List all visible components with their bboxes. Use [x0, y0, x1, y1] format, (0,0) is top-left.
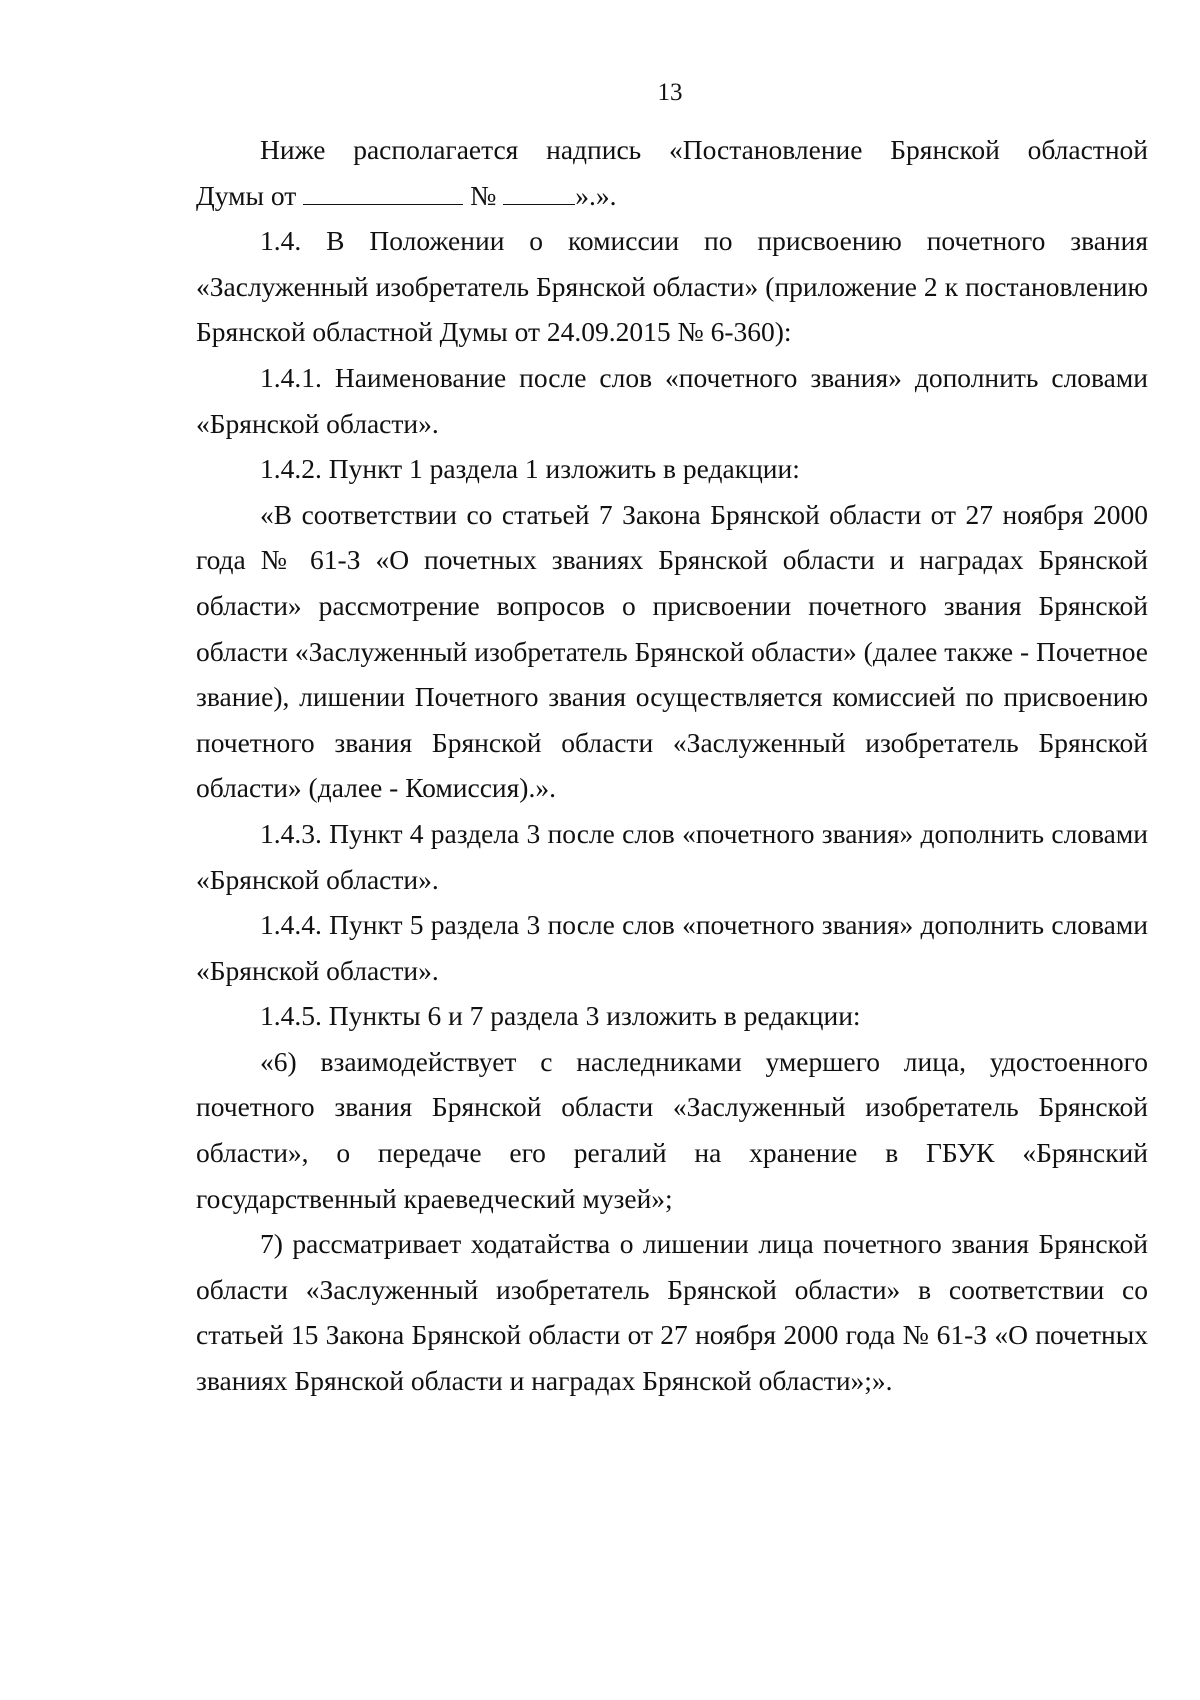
paragraph-1-4-4: 1.4.4. Пункт 5 раздела 3 после слов «почетного звания» дополнить словами «Брянской области». — [196, 909, 1148, 986]
paragraph-1-4-2: 1.4.2. Пункт 1 раздела 1 изложить в редакции: — [260, 453, 800, 485]
paragraph-title-line-continued: Думы от № ».». — [196, 173, 1148, 219]
page-number: 13 — [657, 79, 683, 106]
date-blank — [303, 176, 463, 205]
paragraph-item-6: «6) взаимодействует с наследниками умершего лица, удостоенного почетного звания Брянской области «Заслуженный изобретатель Брянской области», о передаче его регалий на хранение в ГБУК «Брянский государственный краеведческий музей»; — [196, 1045, 1148, 1214]
paragraph-1-4: 1.4. В Положении о комиссии по присвоению почетного звания «Заслуженный изобретатель Брянской области» (приложение 2 к постановлению Брянской областной Думы от 24.09.2015 № 6-360): — [196, 225, 1148, 348]
document-body — [196, 127, 1148, 1404]
paragraph-1-4-3: 1.4.3. Пункт 4 раздела 3 после слов «почетного звания» дополнить словами «Брянской области». — [196, 817, 1148, 895]
paragraph-1-4-1: 1.4.1. Наименование после слов «почетного звания» дополнить словами «Брянской области». — [196, 361, 1148, 439]
paragraph-1-4-5: 1.4.5. Пункты 6 и 7 раздела 3 изложить в редакции: — [260, 1000, 861, 1032]
paragraph-title-line: Ниже располагается надпись «Постановление Брянской областной — [260, 134, 1148, 165]
paragraph-item-7: 7) рассматривает ходатайства о лишении лица почетного звания Брянской области «Заслуженный изобретатель Брянской области» в соответствии со статьей 15 Закона Брянской области от 27 ноября 2000 года № 61-З «О почетных званиях Брянской области и наградах Брянской области»;». — [196, 1228, 1148, 1397]
number-blank — [503, 176, 575, 205]
paragraph-quote-section-1: «В соответствии со статьей 7 Закона Брянской области от 27 ноября 2000 года № 61-З «О почетных званиях Брянской области и наградах Брянской области» рассмотрение вопросов о присвоении почетного звания Брянской области «Заслуженный изобретатель Брянской области» (далее также - Почетное звание), лишении Почетного звания осуществляется комиссией по присвоению почетного звания Брянской области «Заслуженный изобретатель Брянской области» (далее - Комиссия).». — [196, 498, 1148, 804]
